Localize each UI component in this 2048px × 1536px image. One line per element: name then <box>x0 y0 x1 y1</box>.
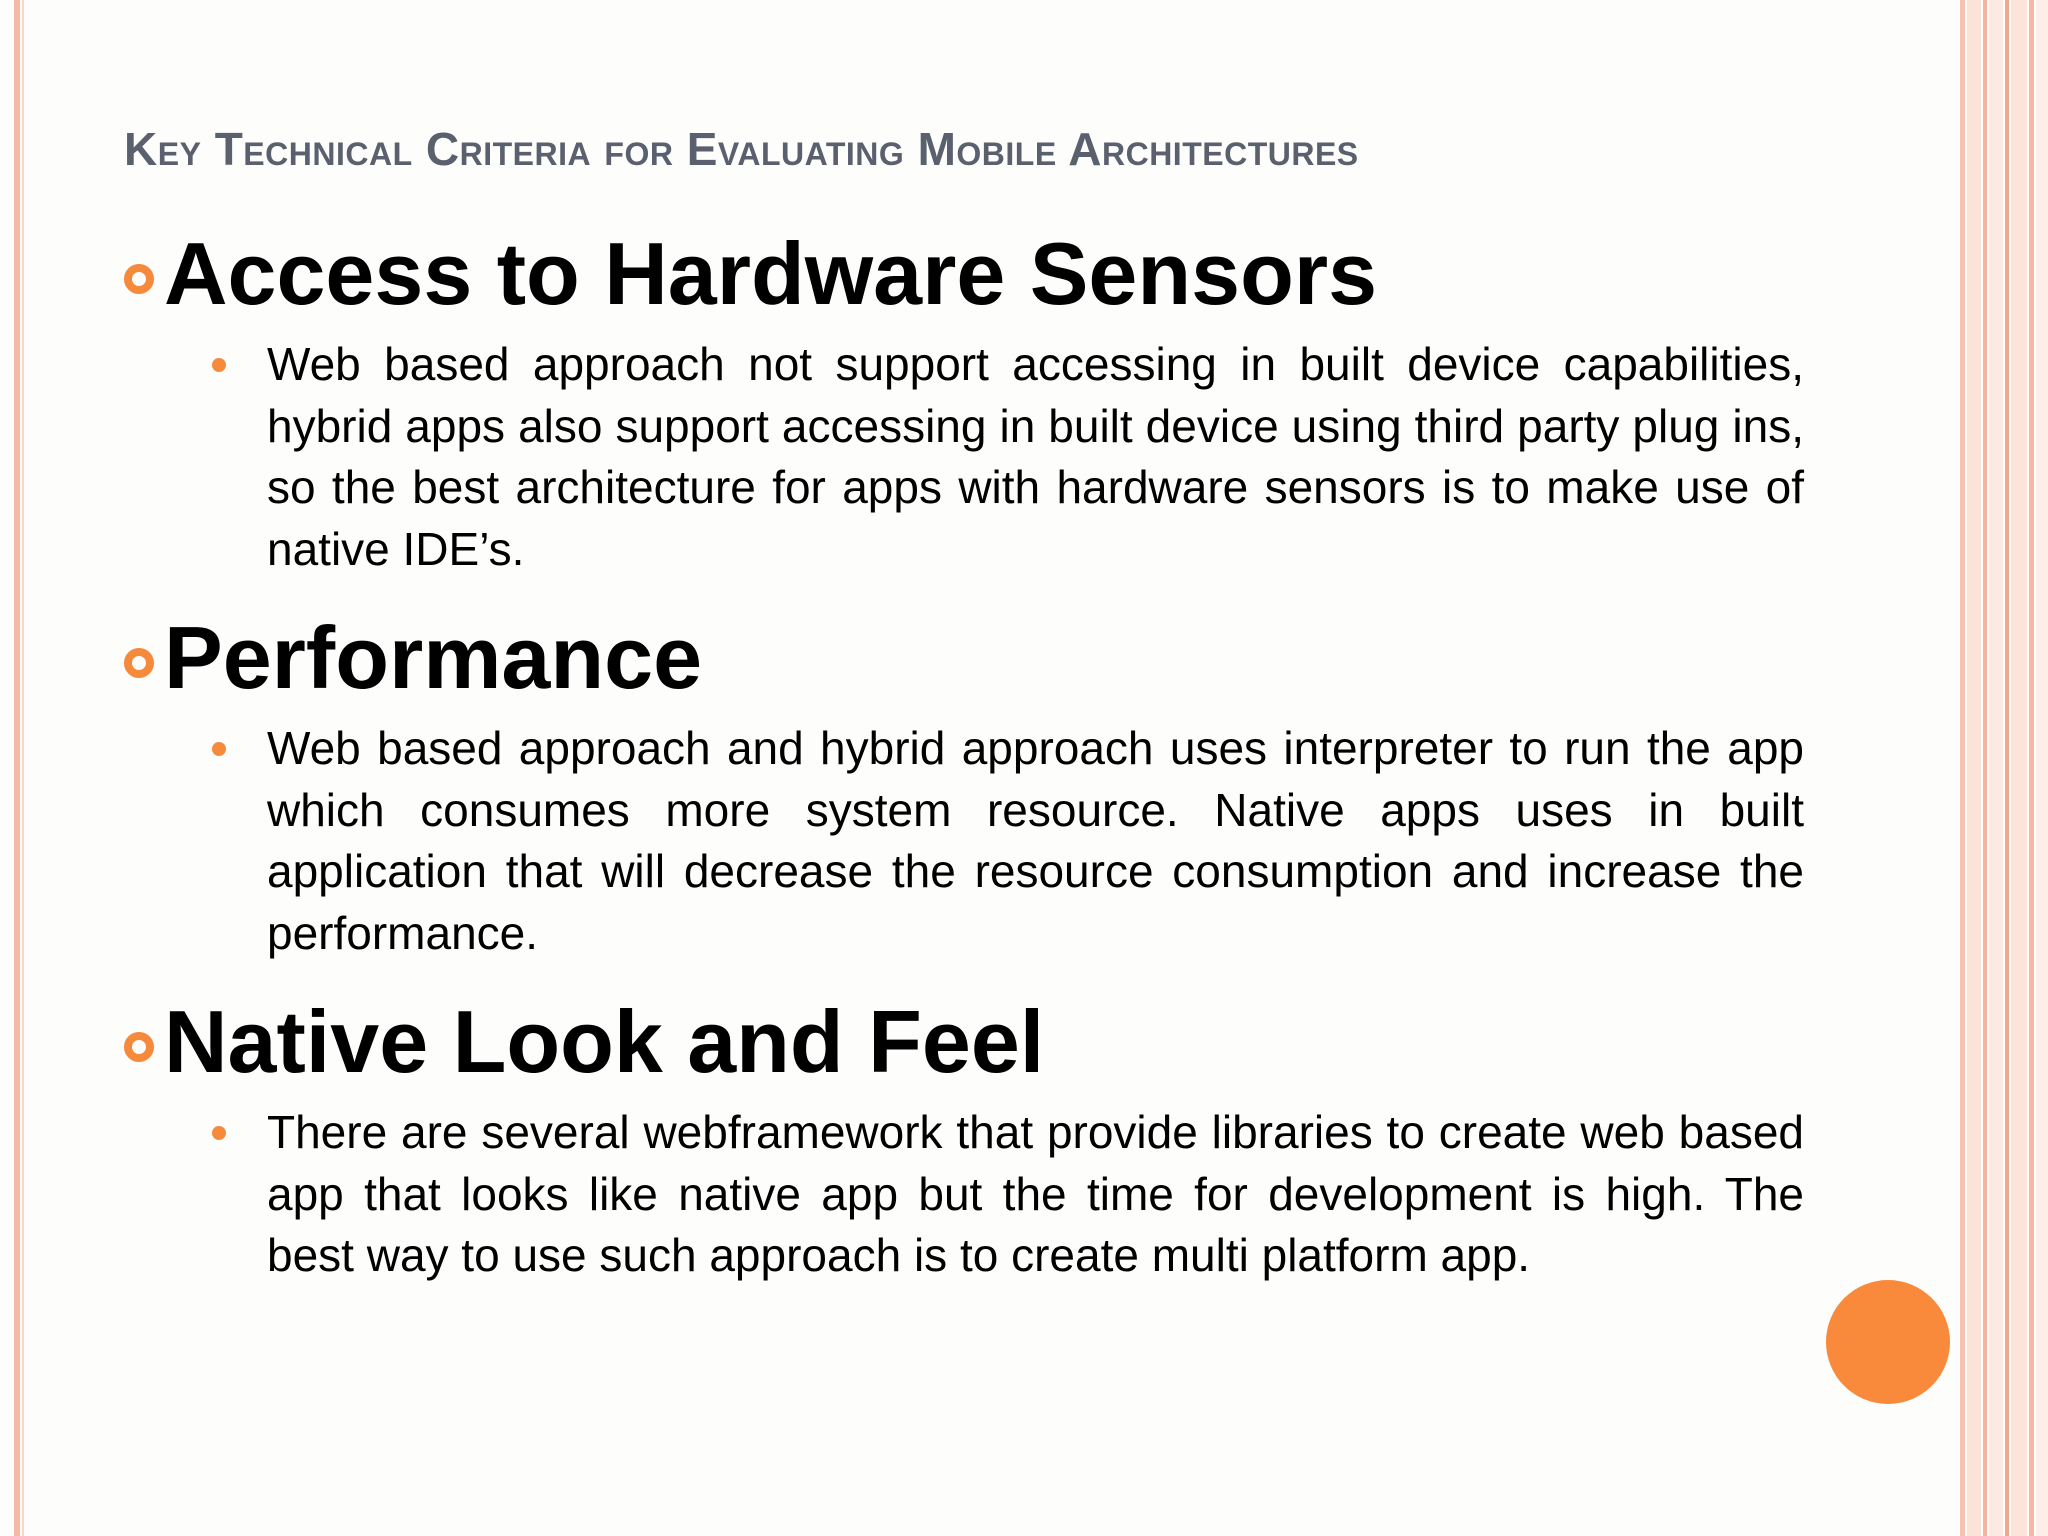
bullet-item <box>267 718 1804 964</box>
section-heading-row <box>124 224 1804 324</box>
right-border-band <box>2029 0 2034 1536</box>
orange-circle-decoration <box>1826 1280 1950 1404</box>
right-border-band <box>2005 0 2009 1536</box>
ring-bullet-icon <box>124 648 154 678</box>
right-border-band <box>1989 0 2003 1536</box>
dot-bullet-icon <box>212 742 226 756</box>
section-heading: Native Look and Feel <box>164 992 1045 1091</box>
section-heading: Performance <box>164 608 703 707</box>
dot-bullet-icon <box>212 358 226 372</box>
ring-bullet-icon <box>124 264 154 294</box>
section-native-look-and-feel <box>124 992 1804 1287</box>
bullet-item <box>267 1102 1804 1287</box>
right-border-band <box>1983 0 1987 1536</box>
bullet-text: There are several webframework that provide libraries to create web based app that looks like native app but the time for development is high. The best way to use such approach is to create multi platform app. <box>267 1106 1804 1281</box>
section-heading: Access to Hardware Sensors <box>164 224 1378 323</box>
left-border-stripe-thin <box>22 0 24 1536</box>
left-border-stripe <box>14 0 20 1536</box>
dot-bullet-icon <box>212 1126 226 1140</box>
section-heading-row <box>124 992 1804 1092</box>
right-border-band <box>2036 0 2048 1536</box>
slide-title: Key Technical Criteria for Evaluating Mobile Architectures <box>124 123 1359 175</box>
right-border-band <box>2011 0 2027 1536</box>
section-hardware-sensors <box>124 224 1804 580</box>
ring-bullet-icon <box>124 1032 154 1062</box>
bullet-item <box>267 334 1804 580</box>
right-border-band <box>1967 0 1981 1536</box>
bullet-text: Web based approach not support accessing in built device capabilities, hybrid apps also support accessing in built device using third party plug ins, so the best architecture for apps with hardware sensors is to make use of native IDE’s. <box>267 338 1804 575</box>
right-border-band <box>1960 0 1965 1536</box>
section-heading-row <box>124 608 1804 708</box>
bullet-text: Web based approach and hybrid approach uses interpreter to run the app which consumes more system resource. Native apps uses in built application that will decrease the resource consumption and increase the performance. <box>267 722 1804 959</box>
section-performance <box>124 608 1804 964</box>
